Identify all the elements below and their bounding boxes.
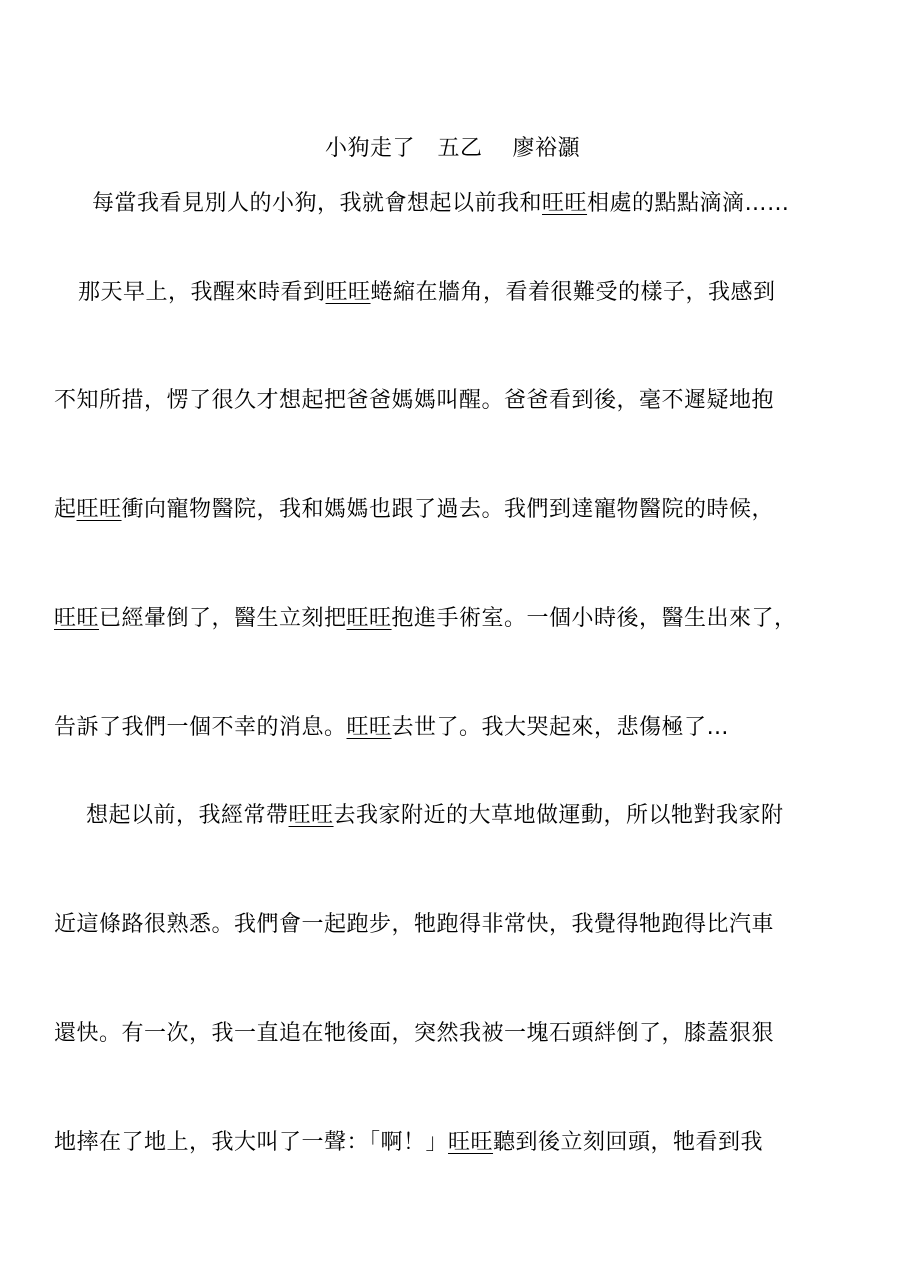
line-text: 地摔在了地上，我大叫了一聲：「啊！」: [54, 1130, 449, 1155]
text-line-4: [54, 494, 774, 526]
line-text: 已經暈倒了，醫生立刻把: [99, 606, 347, 631]
line-text: 去我家附近的大草地做運動，所以牠對我家附: [333, 803, 784, 828]
line-text: 每當我看見別人的小狗，我就會想起以前我和: [92, 191, 543, 216]
dog-name-underlined: 旺旺: [54, 606, 100, 631]
line-text: 衝向寵物醫院，我和媽媽也跟了過去。我們到達寵物醫院的時候，: [121, 497, 775, 522]
line-text: 告訴了我們一個不幸的消息。: [54, 715, 347, 740]
text-line-2: [78, 277, 776, 309]
text-line-6: [54, 712, 729, 744]
essay-title: 小狗走了 五乙 廖裕灝: [325, 136, 580, 161]
text-line-3: [54, 385, 774, 417]
line-text: 聽到後立刻回頭，牠看到我: [493, 1130, 764, 1155]
text-line-7: [86, 800, 784, 832]
text-line-8: [54, 909, 774, 941]
dog-name-underlined: 旺旺: [542, 191, 588, 216]
text-line-5: [54, 603, 797, 635]
dog-name-underlined: 旺旺: [76, 497, 122, 522]
dog-name-underlined: 旺旺: [346, 715, 392, 740]
line-text: 想起以前，我經常帶: [86, 803, 289, 828]
dog-name-underlined: 旺旺: [325, 280, 371, 305]
dog-name-underlined: 旺旺: [346, 606, 392, 631]
line-text: 還快。有一次，我一直追在牠後面，突然我被一塊石頭絆倒了，膝蓋狠狠: [54, 1021, 775, 1046]
text-line-1: [92, 188, 790, 220]
text-line-9: [54, 1018, 774, 1050]
line-text: 抱進手術室。一個小時後，醫生出來了，: [391, 606, 797, 631]
line-text: 相處的點點滴滴……: [587, 191, 790, 216]
dog-name-underlined: 旺旺: [288, 803, 334, 828]
line-text: 蜷縮在牆角，看着很難受的樣子，我感到: [370, 280, 776, 305]
line-text: 去世了。我大哭起來，悲傷極了…: [391, 715, 730, 740]
line-text: 近這條路很熟悉。我們會一起跑步，牠跑得非常快，我覺得牠跑得比汽車: [54, 912, 775, 937]
dog-name-underlined: 旺旺: [448, 1130, 494, 1155]
line-text: 起: [54, 497, 77, 522]
line-text: 不知所措，愣了很久才想起把爸爸媽媽叫醒。爸爸看到後，毫不遲疑地抱: [54, 388, 775, 413]
line-text: 那天早上，我醒來時看到: [78, 280, 326, 305]
text-line-10: [54, 1127, 763, 1159]
